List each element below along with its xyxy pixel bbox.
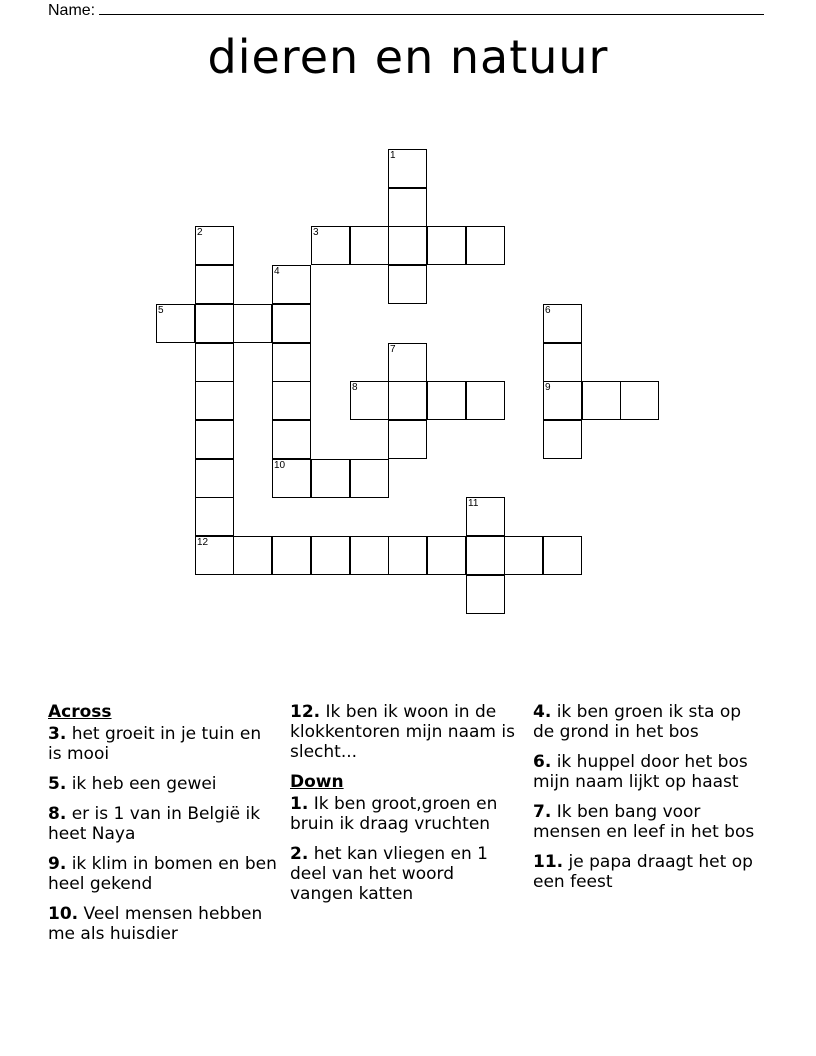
- clue-across-3: 3. het groeit in je tuin en is mooi: [48, 724, 262, 764]
- clue-across-12: 12. Ik ben ik woon in de klokkentoren mijn naam is slecht...: [290, 702, 515, 762]
- name-underline[interactable]: [99, 0, 764, 15]
- grid-cell[interactable]: [466, 226, 505, 265]
- cell-number: 2: [197, 227, 203, 238]
- clues-column-3: [533, 702, 763, 902]
- grid-cell[interactable]: [195, 265, 234, 304]
- grid-cell[interactable]: [388, 381, 427, 420]
- grid-cell[interactable]: [272, 343, 311, 382]
- grid-cell[interactable]: [388, 343, 427, 382]
- cell-number: 4: [274, 266, 280, 277]
- grid-cell[interactable]: [350, 459, 389, 498]
- grid-cell[interactable]: [466, 497, 505, 536]
- grid-cell[interactable]: [388, 226, 427, 265]
- grid-cell[interactable]: [195, 343, 234, 382]
- grid-cell[interactable]: [195, 381, 234, 420]
- grid-cell[interactable]: [427, 381, 466, 420]
- grid-cell[interactable]: [504, 536, 543, 575]
- grid-cell[interactable]: [311, 536, 350, 575]
- across-heading: Across: [48, 702, 112, 722]
- grid-cell[interactable]: [388, 188, 427, 227]
- grid-cell[interactable]: [388, 265, 427, 304]
- cell-number: 10: [274, 460, 286, 471]
- cell-number: 8: [352, 382, 358, 393]
- clue-across-9: 9. ik klim in bomen en ben heel gekend: [48, 854, 277, 894]
- clue-across-5: 5. ik heb een gewei: [48, 774, 217, 794]
- cell-number: 1: [390, 150, 396, 161]
- grid-cell[interactable]: [543, 304, 582, 343]
- clue-across-10: 10. Veel mensen hebben me als huisdier: [48, 904, 263, 944]
- grid-cell[interactable]: [195, 459, 234, 498]
- grid-cell[interactable]: [156, 304, 195, 343]
- clue-down-1: 1. Ik ben groot,groen en bruin ik draag vruchten: [290, 794, 498, 834]
- clue-down-7: 7. Ik ben bang voor mensen en leef in het bos: [533, 802, 755, 842]
- cell-number: 3: [313, 227, 319, 238]
- grid-cell[interactable]: [233, 304, 272, 343]
- grid-cell[interactable]: [543, 381, 582, 420]
- clue-across-8: 8. er is 1 van in België ik heet Naya: [48, 804, 261, 844]
- cell-number: 11: [468, 498, 479, 509]
- grid-cell[interactable]: [427, 536, 466, 575]
- grid-cell[interactable]: [543, 343, 582, 382]
- cell-number: 6: [545, 305, 551, 316]
- clue-down-11: 11. je papa draagt het op een feest: [533, 852, 753, 892]
- grid-cell[interactable]: [311, 459, 350, 498]
- down-heading: Down: [290, 772, 344, 792]
- grid-cell[interactable]: [466, 381, 505, 420]
- grid-cell[interactable]: [388, 536, 427, 575]
- grid-cell[interactable]: [195, 420, 234, 459]
- grid-cell[interactable]: [195, 304, 234, 343]
- clue-down-6: 6. ik huppel door het bos mijn naam lijkt op haast: [533, 752, 748, 792]
- grid-cell[interactable]: [195, 497, 234, 536]
- cell-number: 7: [390, 344, 396, 355]
- grid-cell[interactable]: [272, 381, 311, 420]
- clue-down-2: 2. het kan vliegen en 1 deel van het woord vangen katten: [290, 844, 488, 904]
- clue-down-4: 4. ik ben groen ik sta op de grond in het bos: [533, 702, 742, 742]
- cell-number: 5: [158, 305, 164, 316]
- clues-column-1: [48, 702, 278, 954]
- grid-cell[interactable]: [543, 536, 582, 575]
- grid-cell[interactable]: [466, 575, 505, 614]
- grid-cell[interactable]: [388, 149, 427, 188]
- grid-cell[interactable]: [620, 381, 659, 420]
- grid-cell[interactable]: [195, 536, 234, 575]
- grid-cell[interactable]: [272, 536, 311, 575]
- grid-cell[interactable]: [543, 420, 582, 459]
- page-title: dieren en natuur: [207, 30, 609, 84]
- cell-number: 9: [545, 382, 551, 393]
- grid-cell[interactable]: [272, 420, 311, 459]
- grid-cell[interactable]: [466, 536, 505, 575]
- grid-cell[interactable]: [582, 381, 621, 420]
- grid-cell[interactable]: [350, 226, 389, 265]
- grid-cell[interactable]: [195, 226, 234, 265]
- grid-cell[interactable]: [388, 420, 427, 459]
- clues-column-2: [290, 702, 518, 914]
- grid-cell[interactable]: [427, 226, 466, 265]
- grid-cell[interactable]: [233, 536, 272, 575]
- grid-cell[interactable]: [311, 226, 350, 265]
- grid-cell[interactable]: [350, 381, 389, 420]
- grid-cell[interactable]: [350, 536, 389, 575]
- grid-cell[interactable]: [272, 265, 311, 304]
- grid-cell[interactable]: [272, 304, 311, 343]
- name-label: Name:: [48, 2, 96, 19]
- cell-number: 12: [197, 537, 209, 548]
- name-field[interactable]: [48, 0, 764, 20]
- grid-cell[interactable]: [272, 459, 311, 498]
